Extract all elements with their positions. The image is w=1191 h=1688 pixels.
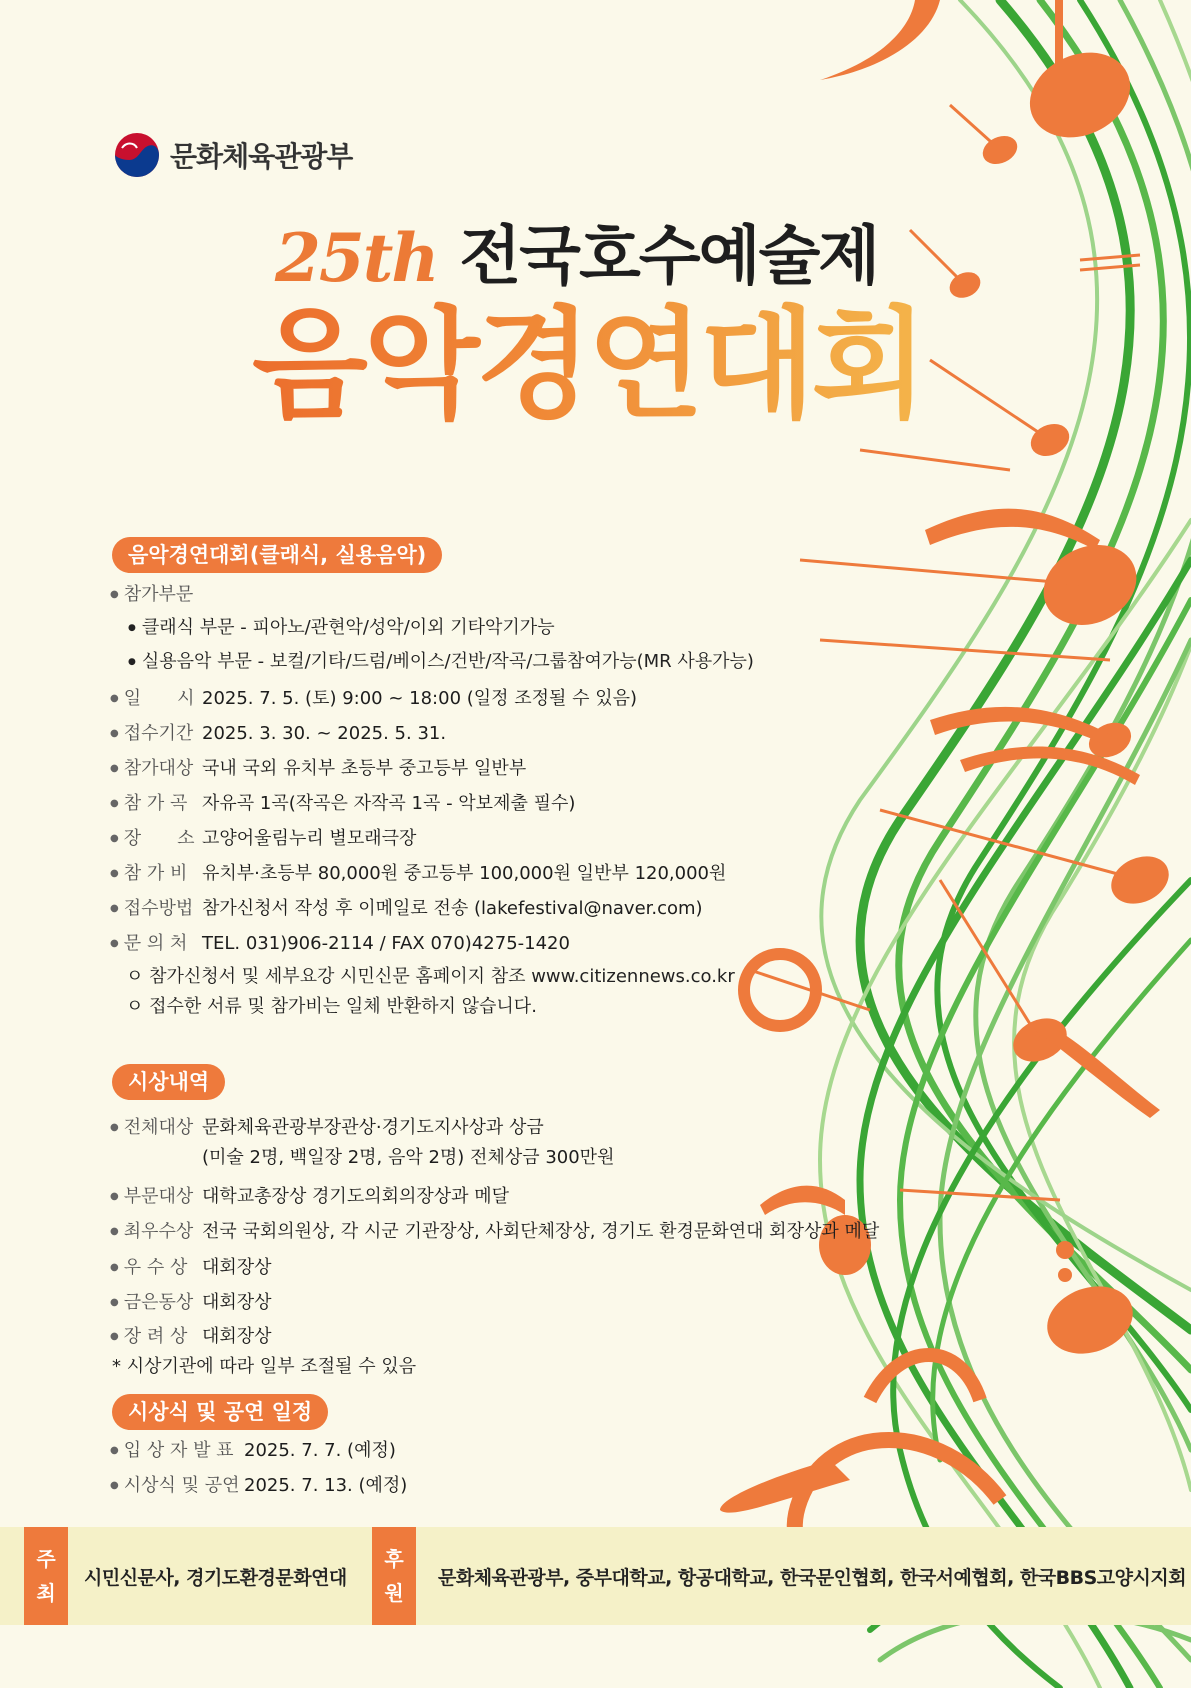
ministry-name: 문화체육관광부 — [170, 140, 353, 173]
info-label: ● 참가대상 — [110, 758, 202, 780]
host-badge — [24, 1527, 68, 1625]
division-row — [110, 584, 193, 606]
info-row — [110, 793, 575, 815]
info-label: ● 문 의 처 — [110, 933, 202, 955]
info-value: 자유곡 1곡(작곡은 자작곡 1곡 - 악보제출 필수) — [202, 793, 576, 814]
festival-name: 전국호수예술제 — [459, 220, 879, 294]
award-value: 대학교총장상 경기도의회의장상과 메달 — [202, 1186, 510, 1207]
festival-title — [275, 205, 878, 297]
sponsor-badge-char: 원 — [384, 1581, 404, 1605]
info-value: TEL. 031)906-2114 / FAX 070)4275-1420 — [202, 933, 570, 954]
award-label: ● 장 려 상 — [110, 1326, 202, 1348]
info-value: 국내 국외 유치부 초등부 중고등부 일반부 — [202, 758, 527, 779]
info-label: ● 일 시 — [110, 688, 202, 710]
info-value: 2025. 3. 30. ~ 2025. 5. 31. — [202, 723, 447, 744]
schedule-label: ● 입 상 자 발 표 — [110, 1440, 244, 1462]
info-label: ● 접수방법 — [110, 898, 202, 920]
award-row — [110, 1186, 509, 1208]
award-row — [110, 1257, 272, 1279]
info-label: ● 참 가 곡 — [110, 793, 202, 815]
award-value: 대회장상 — [202, 1292, 272, 1313]
info-label: ● 참 가 비 — [110, 863, 202, 885]
host-badge-char: 주 — [36, 1547, 56, 1571]
info-value: 유치부·초등부 80,000원 중고등부 100,000원 일반부 120,000원 — [202, 863, 727, 884]
sponsor-organizations: 문화체육관광부, 중부대학교, 항공대학교, 한국문인협회, 한국서예협회, 한국BBS고양시지회 — [438, 1567, 1187, 1589]
info-row — [110, 723, 446, 745]
award-label: ● 우 수 상 — [110, 1257, 202, 1279]
award-row — [110, 1292, 272, 1314]
award-label: ● 부문대상 — [110, 1186, 202, 1208]
award-row — [110, 1221, 879, 1243]
notice-text: ㅇ 참가신청서 및 세부요강 시민신문 홈페이지 참조 www.citizennews.co.kr — [126, 966, 735, 987]
notice-text: ㅇ 접수한 서류 및 참가비는 일체 반환하지 않습니다. — [126, 996, 537, 1017]
info-value: 참가신청서 작성 후 이메일로 전송 (lakefestival@naver.com) — [202, 898, 703, 919]
award-label: ● 전체대상 — [110, 1117, 202, 1139]
schedule-row — [110, 1440, 396, 1462]
ministry-logo — [112, 130, 352, 180]
division-label: ● 참가부문 — [110, 584, 193, 606]
host-organizations: 시민신문사, 경기도환경문화연대 — [84, 1567, 347, 1589]
sponsor-badge-char: 후 — [384, 1547, 404, 1571]
info-row — [110, 863, 726, 885]
edition-label: 25th — [275, 219, 438, 297]
schedule-row — [110, 1475, 407, 1497]
main-title: 음악경연대회 — [252, 296, 924, 435]
info-label: ● 장 소 — [110, 828, 202, 850]
info-row — [110, 933, 570, 955]
award-value: 전국 국회의원상, 각 시군 기관장상, 사회단체장상, 경기도 환경문화연대 회장상과 메달 — [202, 1221, 880, 1242]
section-heading-awards: 시상내역 — [112, 1064, 225, 1100]
info-row — [110, 688, 637, 710]
footer-band — [0, 1527, 1191, 1625]
award-note: * 시상기관에 따라 일부 조절될 수 있음 — [112, 1356, 417, 1377]
award-label: ● 최우수상 — [110, 1221, 202, 1243]
info-row — [110, 828, 416, 850]
award-value: 문화체육관광부장관상·경기도지사상과 상금 — [202, 1117, 544, 1138]
info-value: 2025. 7. 5. (토) 9:00 ~ 18:00 (일정 조정될 수 있음) — [202, 688, 638, 709]
schedule-value: 2025. 7. 13. (예정) — [244, 1475, 408, 1496]
award-value: 대회장상 — [202, 1257, 272, 1278]
award-value: (미술 2명, 백일장 2명, 음악 2명) 전체상금 300만원 — [202, 1147, 615, 1168]
award-row — [110, 1326, 272, 1348]
award-row-cont — [202, 1147, 614, 1169]
section-heading-schedule: 시상식 및 공연 일정 — [112, 1394, 328, 1430]
schedule-label: ● 시상식 및 공연 — [110, 1475, 244, 1497]
award-label: ● 금은동상 — [110, 1292, 202, 1314]
host-badge-char: 최 — [36, 1581, 56, 1605]
schedule-value: 2025. 7. 7. (예정) — [244, 1440, 396, 1461]
award-value: 대회장상 — [202, 1326, 272, 1347]
award-row — [110, 1117, 544, 1139]
section-heading-contest: 음악경연대회(클래식, 실용음악) — [112, 537, 442, 573]
division-practical: ● 실용음악 부문 - 보컬/기타/드럼/베이스/건반/작곡/그룹참여가능(MR 사용가능) — [128, 651, 754, 673]
info-value: 고양어울림누리 별모래극장 — [202, 828, 417, 849]
sponsor-badge — [372, 1527, 416, 1625]
division-classic: ● 클래식 부문 - 피아노/관현악/성악/이외 기타악기가능 — [128, 617, 555, 639]
info-label: ● 접수기간 — [110, 723, 202, 745]
info-row — [110, 758, 526, 780]
info-row — [110, 898, 703, 920]
taegeuk-emblem-icon — [112, 130, 162, 180]
